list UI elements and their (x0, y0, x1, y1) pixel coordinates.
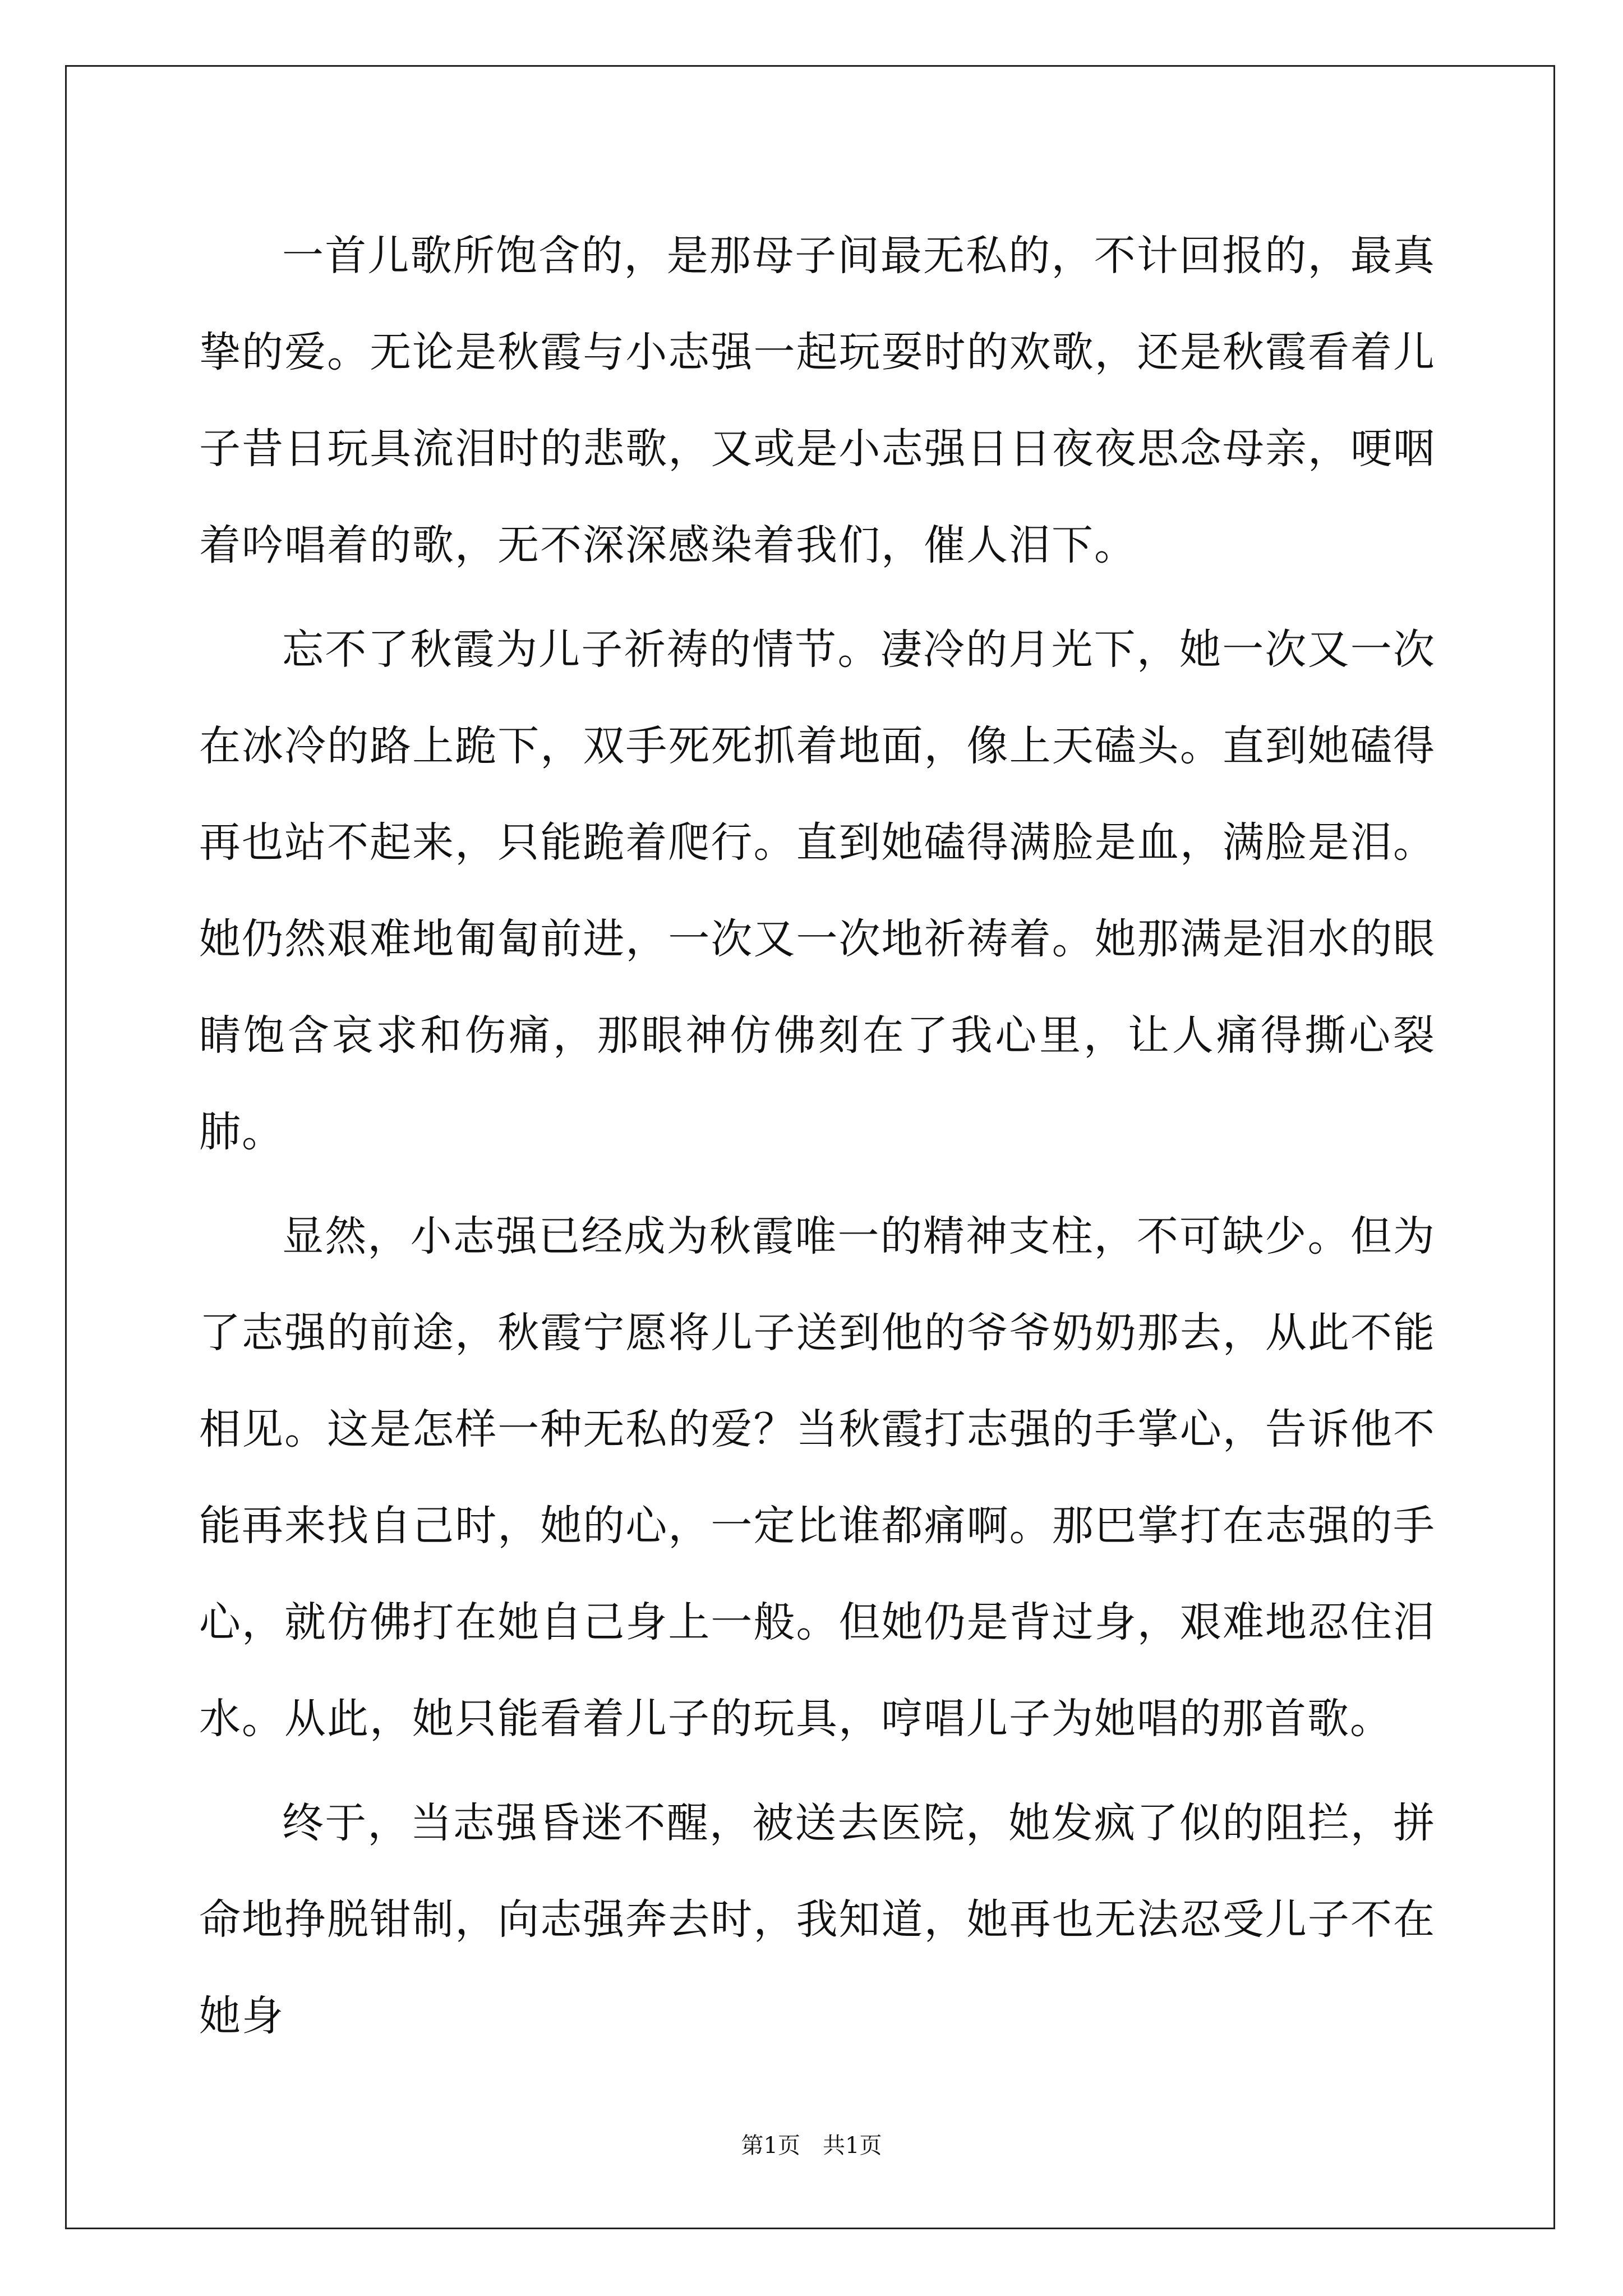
paragraph-2: 忘不了秋霞为儿子祈祷的情节。凄冷的月光下，她一次又一次在冰冷的路上跪下，双手死死抓着地面，像上天磕头。直到她磕得再也站不起来，只能跪着爬行。直到她磕得满脸是血，满脸是泪。她仍然艰难地匍匐前进，一次又一次地祈祷着。她那满是泪水的眼睛饱含哀求和伤痛，那眼神仿佛刻在了我心里，让人痛得撕心裂肺。 (199, 625, 1436, 1156)
page-number-footer: 第1页 共1页 (741, 2133, 882, 2159)
paragraph-4: 终于，当志强昏迷不醒，被送去医院，她发疯了似的阻拦，拼命地挣脱钳制，向志强奔去时，我知道，她再也无法忍受儿子不在她身 (199, 1799, 1436, 2040)
paragraph-1: 一首儿歌所饱含的，是那母子间最无私的，不计回报的，最真挚的爱。无论是秋霞与小志强一起玩耍时的欢歌，还是秋霞看着儿子昔日玩具流泪时的悲歌，又或是小志强日日夜夜思念母亲，哽咽着吟唱着的歌，无不深深感染着我们，催人泪下。 (199, 232, 1436, 569)
document-body (199, 208, 1436, 2072)
paragraph-3: 显然，小志强已经成为秋霞唯一的精神支柱，不可缺少。但为了志强的前途，秋霞宁愿将儿子送到他的爷爷奶奶那去，从此不能相见。这是怎样一种无私的爱？当秋霞打志强的手掌心，告诉他不能再来找自己时，她的心，一定比谁都痛啊。那巴掌打在志强的手心，就仿佛打在她自己身上一般。但她仍是背过身，艰难地忍住泪水。从此，她只能看着儿子的玩具，哼唱儿子为她唱的那首歌。 (199, 1212, 1436, 1743)
